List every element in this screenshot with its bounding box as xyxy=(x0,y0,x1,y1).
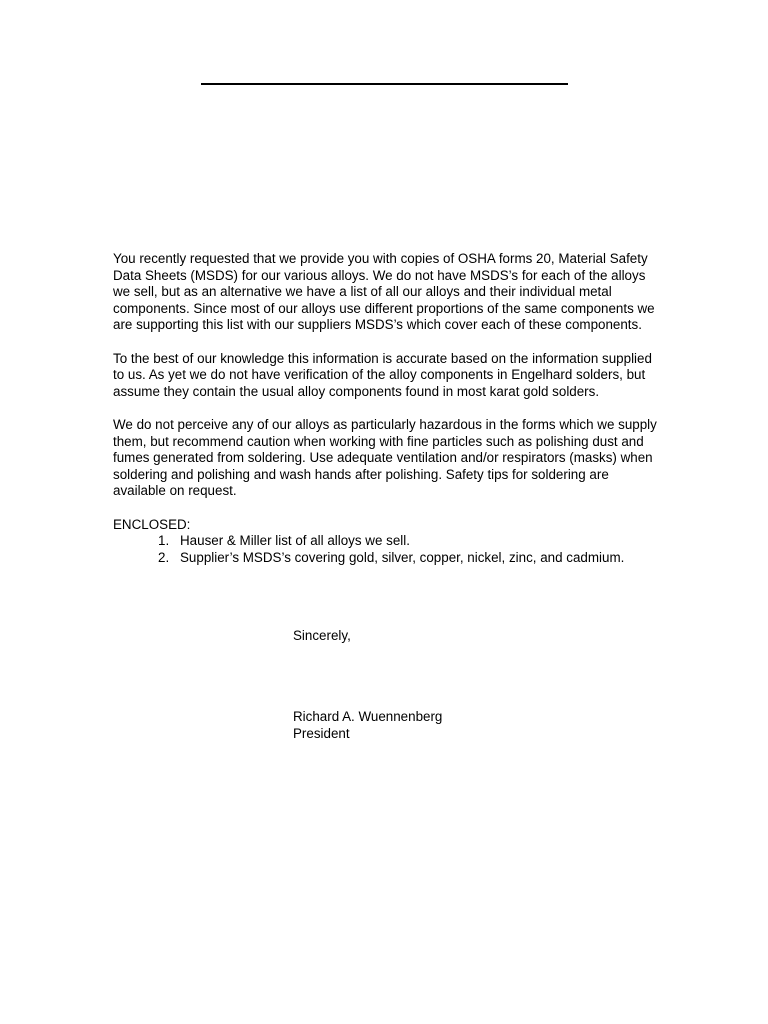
enclosed-item-text: Hauser & Miller list of all alloys we sell. xyxy=(180,533,410,549)
letterhead-rule xyxy=(201,83,568,85)
enclosed-item-number: 2. xyxy=(158,549,170,565)
paragraph-accuracy: To the best of our knowledge this information is accurate based on the information supplied to us. As yet we do not have verification of the alloy components in Engelhard solders, but assume they contain the usual alloy components found in most karat gold solders. xyxy=(113,350,652,399)
enclosed-item xyxy=(113,533,661,550)
signer-title: President xyxy=(293,725,350,741)
enclosed-heading: ENCLOSED: xyxy=(113,516,191,532)
paragraph-hazard: We do not perceive any of our alloys as particularly hazardous in the forms which we supply them, but recommend caution when working with fine particles such as polishing dust and fumes generated from soldering. Use adequate ventilation and/or respirators (masks) when soldering and polishing and wash hands after polishing. Safety tips for soldering are available on request. xyxy=(113,416,657,499)
enclosed-item xyxy=(113,550,661,567)
closing: Sincerely, xyxy=(293,628,351,643)
enclosed-item-number: 1. xyxy=(158,533,170,549)
signer-name: Richard A. Wuennenberg xyxy=(293,709,443,724)
signature-block xyxy=(293,709,442,742)
letter-body xyxy=(113,251,661,566)
paragraph-request: You recently requested that we provide you with copies of OSHA forms 20, Material Safety Data Sheets (MSDS) for our various alloys. We do not have MSDS’s for each of the alloys we sell, but as an alternative we have a list of all our alloys and their individual metal components. Since most of our alloys use different proportions of the same components we are supporting this list with our suppliers MSDS’s which cover each of these components. xyxy=(113,251,655,333)
enclosed-item-text: Supplier’s MSDS’s covering gold, silver, copper, nickel, zinc, and cadmium. xyxy=(180,549,625,565)
enclosed-list xyxy=(113,533,661,566)
